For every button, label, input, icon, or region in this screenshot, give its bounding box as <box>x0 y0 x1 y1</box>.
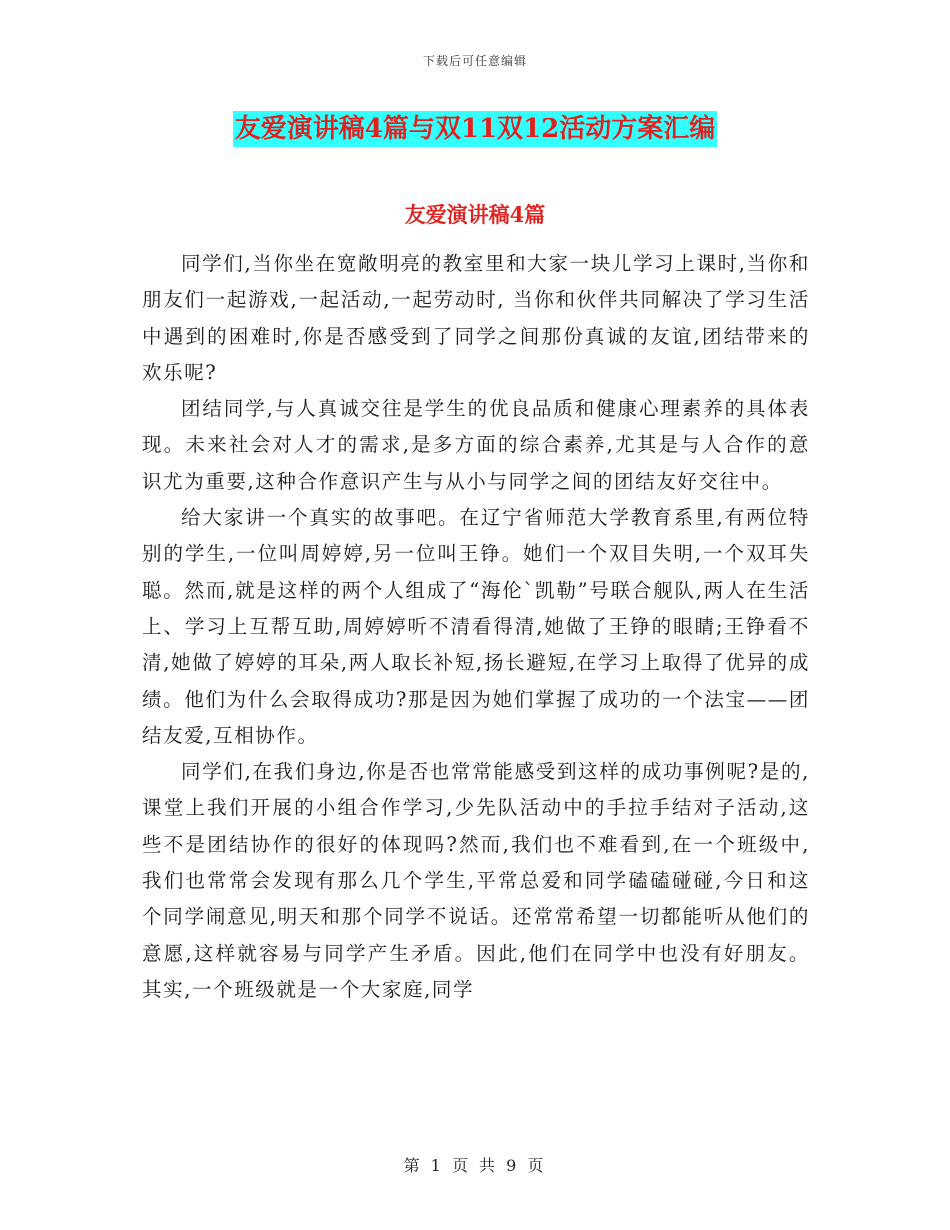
paragraph: 同学们,当你坐在宽敞明亮的教室里和大家一块儿学习上课时,当你和朋友们一起游戏,一起活动,一起劳动时, 当你和伙伴共同解决了学习生活中遇到的困难时,你是否感受到了同学之间那份真诚的友谊,团结带来的欢乐呢? <box>142 252 810 384</box>
document-body <box>142 246 810 1008</box>
paragraph: 给大家讲一个真实的故事吧。在辽宁省师范大学教育系里,有两位特别的学生,一位叫周婷婷,另一位叫王铮。她们一个双目失明,一个双耳失聪。然而,就是这样的两个人组成了“海伦`凯勒”号联合舰队,两人在生活上、学习上互帮互助,周婷婷听不清看得清,她做了王铮的眼睛;王铮看不清,她做了婷婷的耳朵,两人取长补短,扬长避短,在学习上取得了优异的成绩。他们为什么会取得成功?那是因为她们掌握了成功的一个法宝——团结友爱,互相协作。 <box>142 506 810 747</box>
document-title-container <box>0 111 950 147</box>
section-title: 友爱演讲稿4篇 <box>404 202 546 227</box>
paragraph: 团结同学,与人真诚交往是学生的优良品质和健康心理素养的具体表现。未来社会对人才的需求,是多方面的综合素养,尤其是与人合作的意识尤为重要,这种合作意识产生与从小与同学之间的团结友好交往中。 <box>142 397 810 493</box>
paragraph: 同学们,在我们身边,你是否也常常能感受到这样的成功事例呢?是的,课堂上我们开展的小组合作学习,少先队活动中的手拉手结对子活动,这些不是团结协作的很好的体现吗?然而,我们也不难看到,在一个班级中,我们也常常会发现有那么几个学生,平常总爱和同学磕磕碰碰,今日和这个同学闹意见,明天和那个同学不说话。还常常希望一切都能听从他们的意愿,这样就容易与同学产生矛盾。因此,他们在同学中也没有好朋友。其实,一个班级就是一个大家庭,同学 <box>142 760 810 1001</box>
header-note: 下载后可任意编辑 <box>422 54 527 68</box>
page-number-footer: 第 1 页 共 9 页 <box>403 1156 547 1175</box>
document-title: 友爱演讲稿4篇与双11双12活动方案汇编 <box>233 111 717 147</box>
